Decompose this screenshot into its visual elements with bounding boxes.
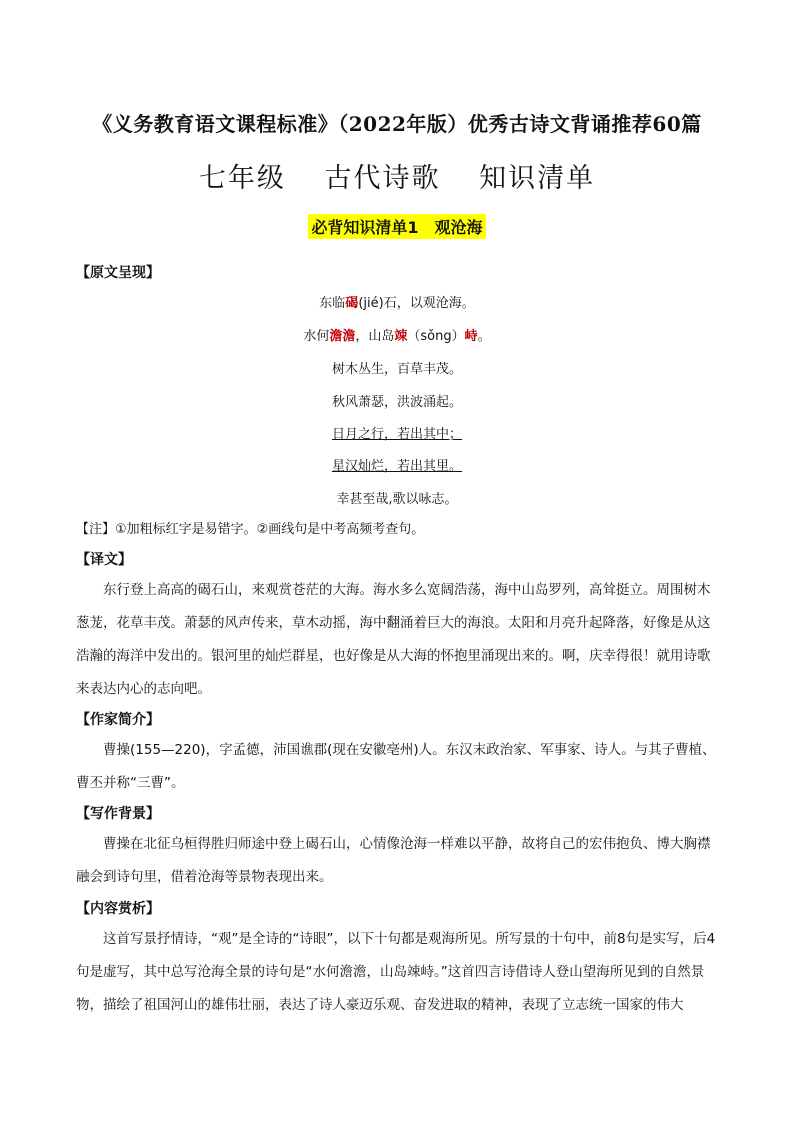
poem-error-prone-char: 澹澹 bbox=[329, 329, 356, 344]
subtitle-type: 知识清单 bbox=[479, 163, 596, 194]
poem-underlined-line: 日月之行，若出其中； bbox=[331, 427, 462, 442]
poem-underlined-line: 星汉灿烂，若出其里。 bbox=[331, 459, 462, 474]
poem-error-prone-char: 碣 bbox=[345, 296, 359, 311]
poem-error-prone-char: 峙 bbox=[464, 329, 478, 344]
poem-text: 水何 bbox=[303, 329, 330, 344]
author-text: 曹操(155—220)，字孟德，沛国谯郡(现在安徽亳州)人。东汉末政治家、军事家、诗人。与其子曹植、曹丕并称“三曹”。 bbox=[76, 742, 716, 791]
poem-line-3: 树木丛生，百草丰茂。 bbox=[331, 362, 462, 377]
poem-line-6 bbox=[0, 455, 794, 474]
poem-line-2 bbox=[0, 325, 794, 344]
subtitle-grade: 七年级 bbox=[198, 163, 286, 194]
document-title: 《义务教育语文课程标准》（2022年版）优秀古诗文背诵推荐60篇 bbox=[92, 112, 702, 136]
poem-text: 东临 bbox=[319, 296, 346, 311]
section-author: 【作家简介】 bbox=[76, 712, 160, 728]
section-original: 【原文呈现】 bbox=[76, 265, 160, 281]
poem-line-4: 秋风萧瑟，洪波涌起。 bbox=[331, 395, 462, 410]
document-subtitle bbox=[0, 156, 794, 195]
list-title-wrap bbox=[0, 214, 794, 239]
appreciation-text: 这首写景抒情诗，“观”是全诗的“诗眼”，以下十句都是观海所见。所写景的十句中，前8句是实写，后4句是虚写，其中总写沧海全景的诗句是“水何澹澹，山岛竦峙。”这首四言诗借诗人登山望海所见到的自然景物，描绘了祖国河山的雄伟壮丽，表达了诗人豪迈乐观、奋发进取的精神，表现了立志统一国家的伟大 bbox=[76, 931, 716, 1013]
section-background: 【写作背景】 bbox=[76, 806, 160, 822]
annotation-note: 【注】①加粗标红字是易错字。②画线句是中考高频考查句。 bbox=[76, 522, 425, 537]
poem-text: 。 bbox=[477, 329, 491, 344]
subtitle-category: 古代诗歌 bbox=[324, 163, 441, 194]
poem-text: (jié)石，以观沧海。 bbox=[358, 296, 475, 311]
poem-text: （sǒng） bbox=[407, 329, 465, 344]
poem-line-7: 幸甚至哉,歌以咏志。 bbox=[336, 492, 458, 507]
poem-text: ，山岛 bbox=[355, 329, 395, 344]
background-text: 曹操在北征乌桓得胜归师途中登上碣石山，心情像沧海一样难以平静，故将自己的宏伟抱负、博大胸襟融会到诗句里，借着沧海等景物表现出来。 bbox=[76, 836, 711, 885]
poem-line-5 bbox=[0, 423, 794, 442]
translation-text: 东行登上高高的碣石山，来观赏苍茫的大海。海水多么宽阔浩荡，海中山岛罗列，高耸挺立。周围树木葱茏，花草丰茂。萧瑟的风声传来，草木动摇，海中翻涌着巨大的海浪。太阳和月亮升起降落，好像是从这浩瀚的海洋中发出的。银河里的灿烂群星，也好像是从大海的怀抱里涌现出来的。啊，庆幸得很！就用诗歌来表达内心的志向吧。 bbox=[76, 582, 711, 697]
section-translation: 【译文】 bbox=[76, 552, 132, 568]
poem-line-1 bbox=[0, 292, 794, 311]
poem-error-prone-char: 竦 bbox=[394, 329, 408, 344]
section-appreciation: 【内容赏析】 bbox=[76, 901, 160, 917]
list-title: 必背知识清单1 观沧海 bbox=[308, 214, 485, 239]
